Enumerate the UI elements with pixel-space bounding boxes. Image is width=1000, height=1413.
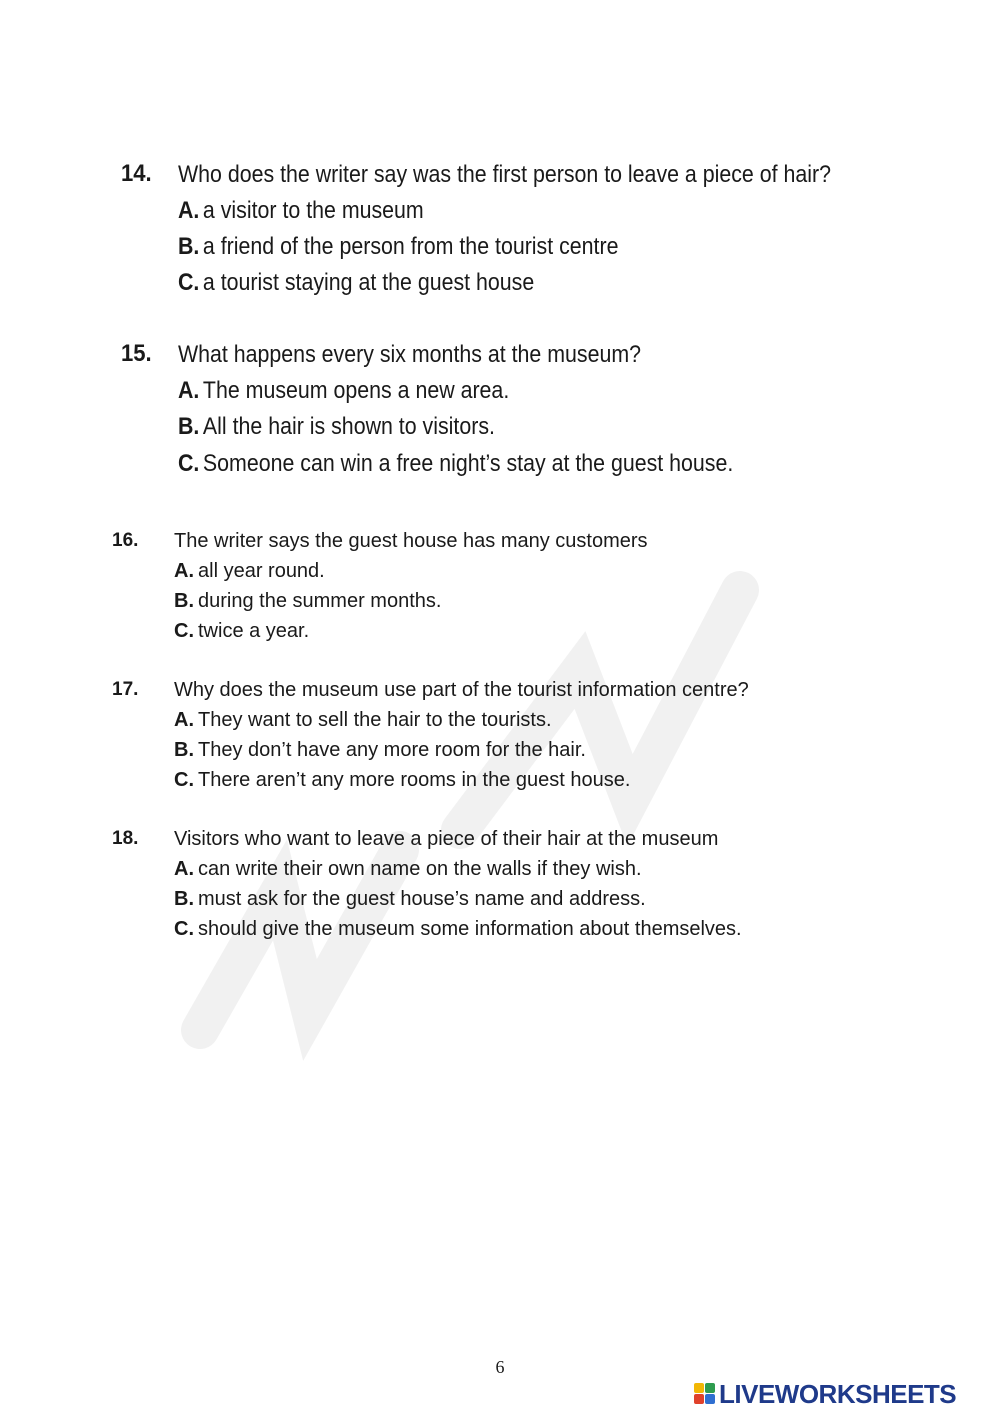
liveworksheets-logo-icon <box>694 1383 716 1405</box>
option-a[interactable]: A. can write their own name on the walls if they wish. <box>174 858 642 880</box>
option-a[interactable]: A. a visitor to the museum <box>178 197 424 224</box>
question-stem: What happens every six months at the museum? <box>178 341 642 368</box>
liveworksheets-logo <box>694 1378 956 1410</box>
option-b[interactable]: B. during the summer months. <box>174 590 442 612</box>
option-c[interactable]: C. a tourist staying at the guest house <box>178 269 535 296</box>
question-stem: Visitors who want to leave a piece of their hair at the museum <box>174 828 719 850</box>
question-stem: Who does the writer say was the first person to leave a piece of hair? <box>178 161 831 188</box>
option-c[interactable]: C. There aren’t any more rooms in the guest house. <box>174 769 631 791</box>
option-a[interactable]: A. They want to sell the hair to the tourists. <box>174 709 552 731</box>
option-c[interactable]: C. Someone can win a free night’s stay at the guest house. <box>178 450 734 477</box>
question-number: 14. <box>121 160 152 187</box>
option-b[interactable]: B. They don’t have any more room for the hair. <box>174 739 586 761</box>
question-stem: The writer says the guest house has many customers <box>174 530 648 552</box>
option-a[interactable]: A. all year round. <box>174 560 325 582</box>
question-number: 18. <box>112 828 139 849</box>
option-b[interactable]: B. All the hair is shown to visitors. <box>178 413 495 440</box>
question-number: 15. <box>121 340 152 367</box>
logo-text: LIVEWORKSHEETS <box>719 1378 957 1409</box>
option-a[interactable]: A. The museum opens a new area. <box>178 377 510 404</box>
option-c[interactable]: C. should give the museum some information about themselves. <box>174 918 742 940</box>
page-number: 6 <box>495 1357 505 1377</box>
option-c[interactable]: C. twice a year. <box>174 620 310 642</box>
question-stem: Why does the museum use part of the tourist information centre? <box>174 679 749 701</box>
question-number: 17. <box>112 679 139 700</box>
question-number: 16. <box>112 530 139 551</box>
option-b[interactable]: B. must ask for the guest house’s name and address. <box>174 888 646 910</box>
option-b[interactable]: B. a friend of the person from the tourist centre <box>178 233 619 260</box>
